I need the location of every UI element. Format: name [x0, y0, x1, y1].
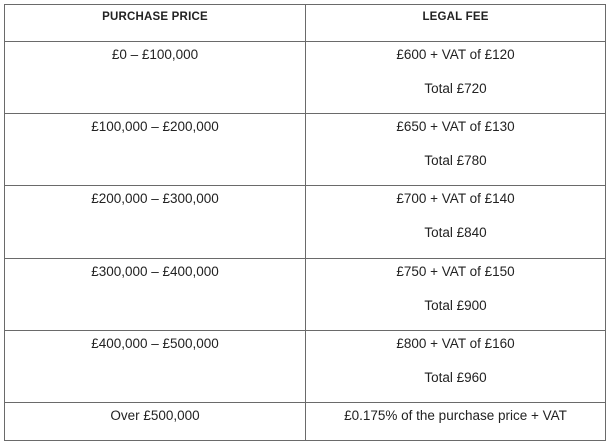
table-row [5, 330, 606, 402]
fee-total: Total £900 [424, 297, 487, 313]
legal-fee-header: LEGAL FEE [306, 5, 606, 42]
fee-amount: £800 + VAT of £160 [396, 335, 515, 351]
table-row [5, 186, 606, 258]
price-band-cell: Over £500,000 [5, 402, 306, 440]
table-row [5, 402, 606, 440]
fee-amount: £750 + VAT of £150 [396, 263, 515, 279]
purchase-price-header: PURCHASE PRICE [5, 5, 306, 42]
fee-total: Total £840 [424, 225, 487, 241]
price-band-cell: £400,000 – £500,000 [5, 330, 306, 402]
table-header-row [5, 5, 606, 42]
fee-cell [306, 186, 606, 258]
legal-fee-table [4, 4, 606, 441]
fee-total: Total £780 [424, 153, 487, 169]
fee-cell [306, 258, 606, 330]
fee-cell [306, 42, 606, 114]
fee-total: Total £720 [424, 81, 487, 96]
table-row [5, 258, 606, 330]
fee-amount: £600 + VAT of £120 [396, 47, 515, 62]
price-band-cell: £300,000 – £400,000 [5, 258, 306, 330]
price-band-cell: £200,000 – £300,000 [5, 186, 306, 258]
fee-cell [306, 330, 606, 402]
fee-amount: £700 + VAT of £140 [396, 191, 515, 207]
table-row [5, 42, 606, 114]
fee-amount: £650 + VAT of £130 [396, 119, 515, 135]
table-row [5, 114, 606, 186]
fee-cell [306, 114, 606, 186]
price-band-cell: £100,000 – £200,000 [5, 114, 306, 186]
fee-total: Total £960 [424, 369, 487, 385]
fee-cell: £0.175% of the purchase price + VAT [306, 402, 606, 440]
price-band-cell: £0 – £100,000 [5, 42, 306, 114]
